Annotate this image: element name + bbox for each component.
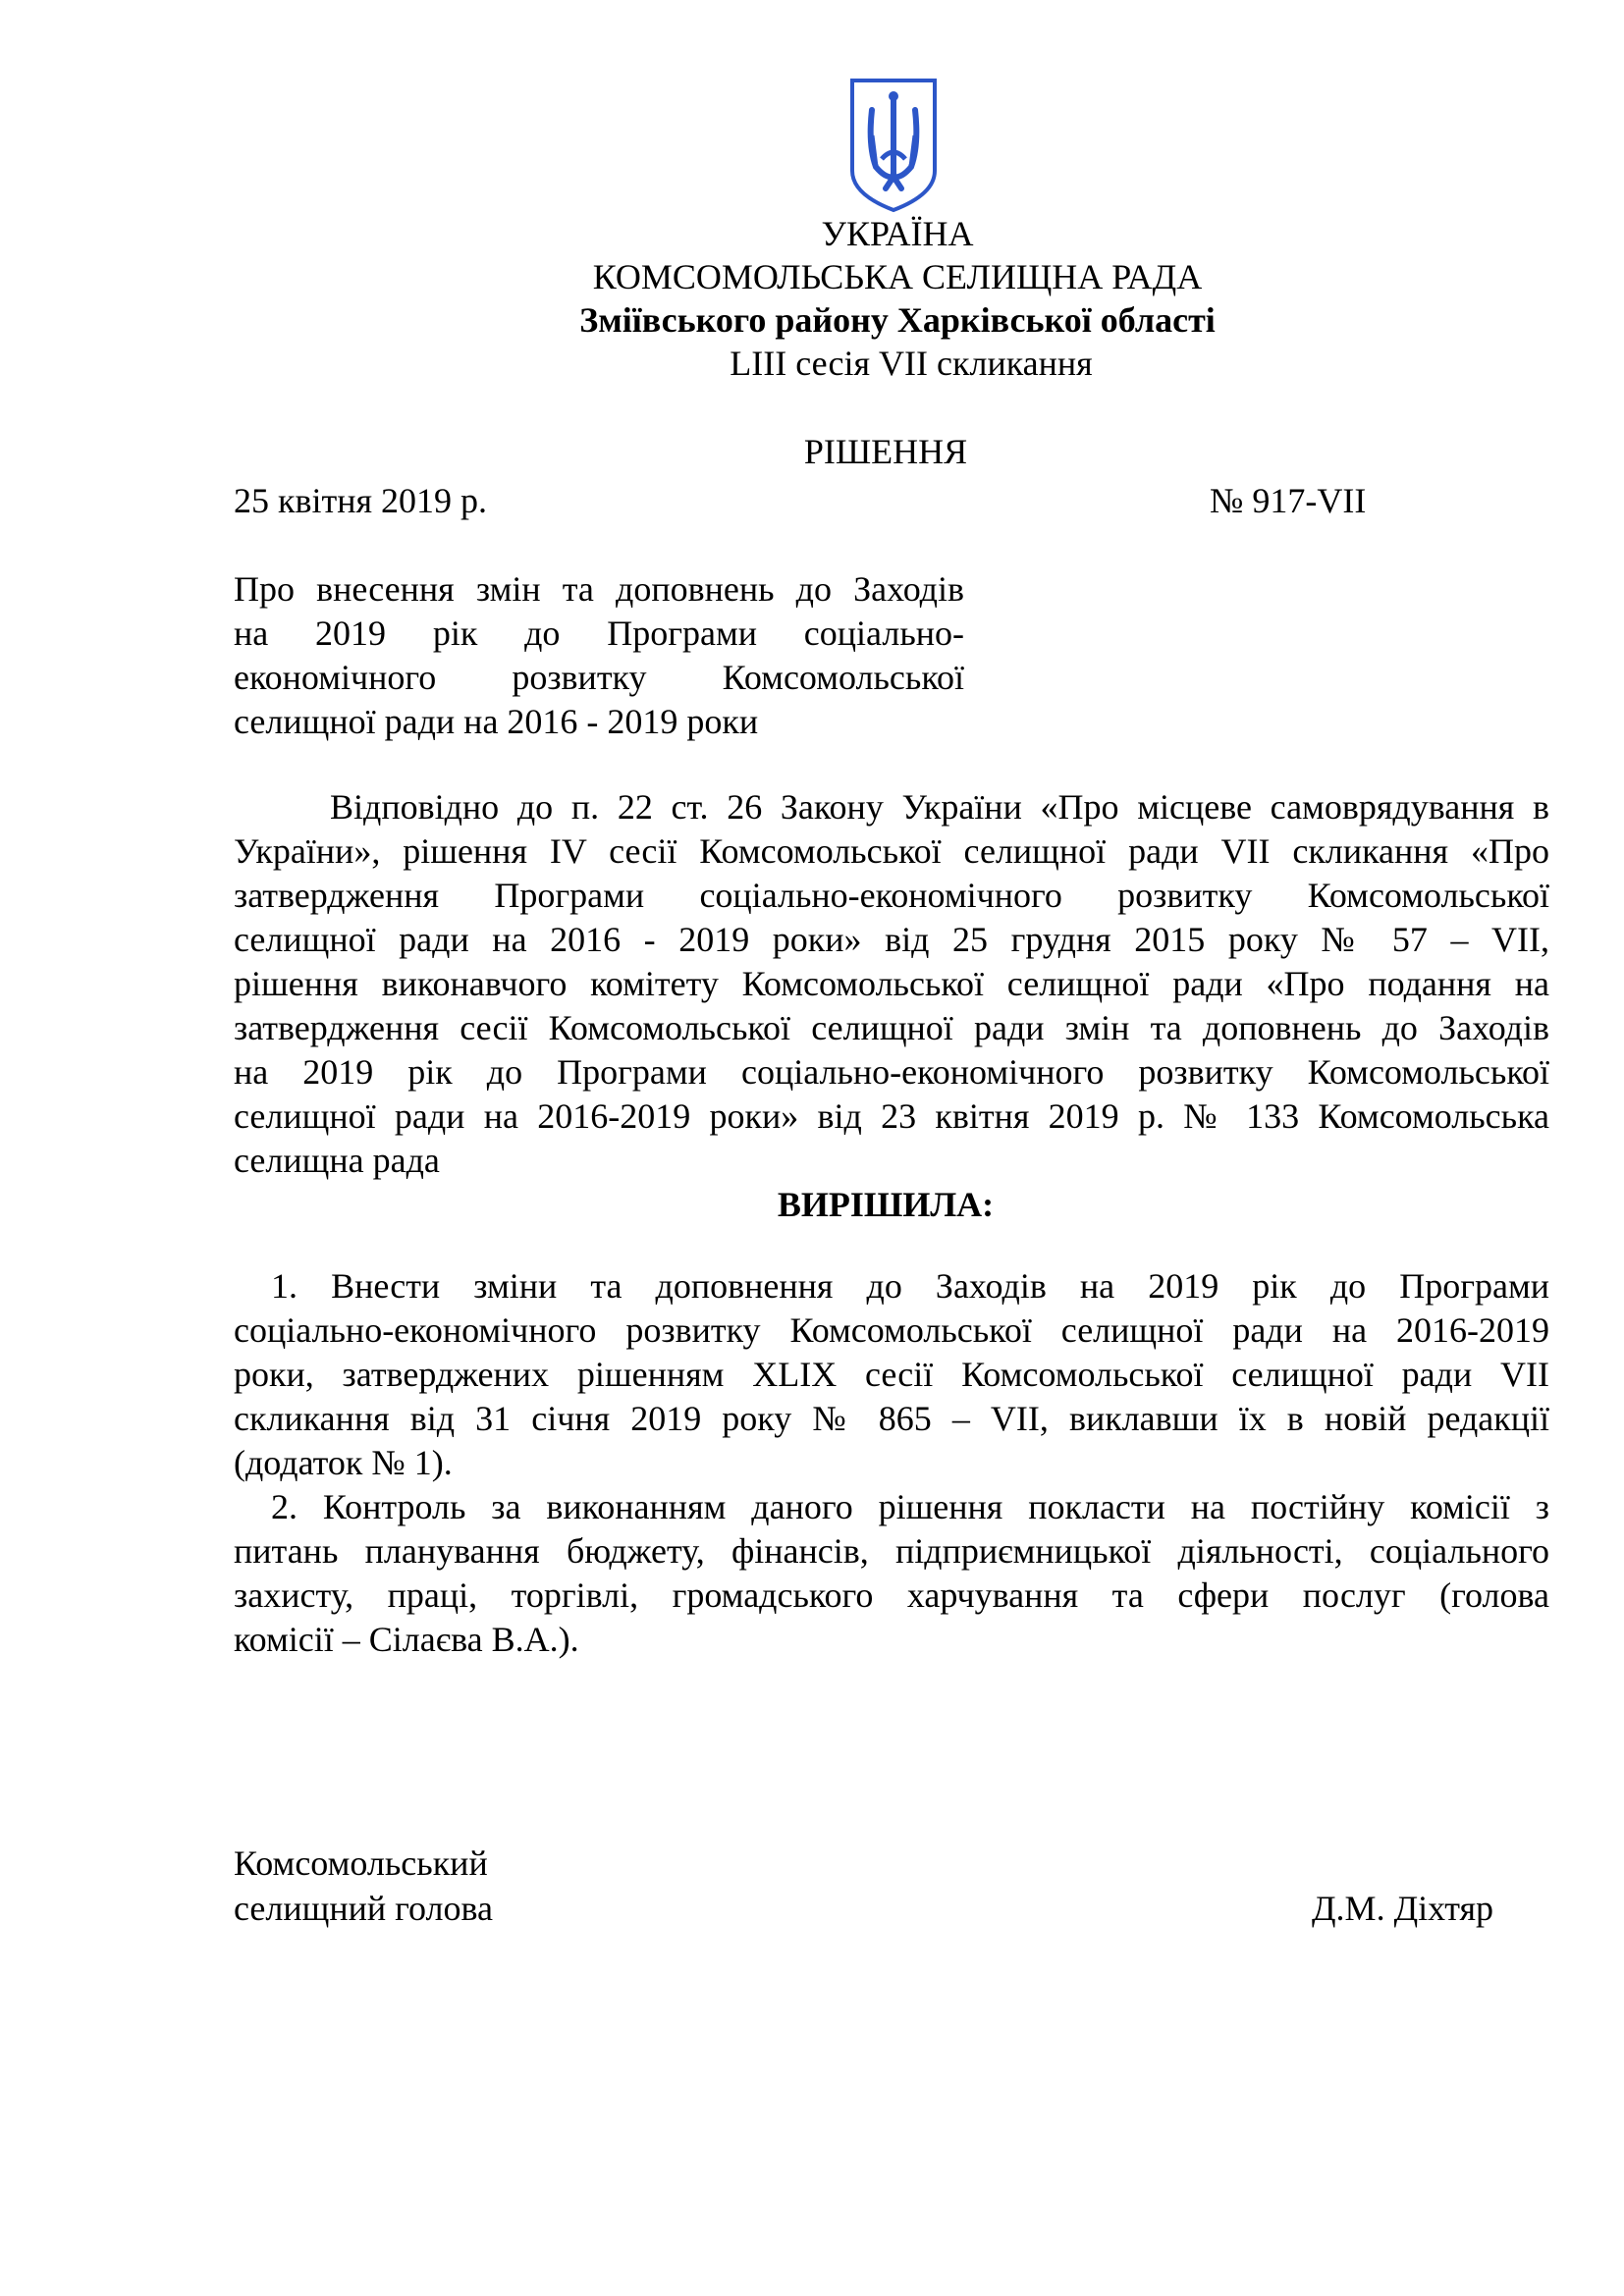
header-district: Зміївського району Харківської області [579,300,1216,340]
preamble-line: затвердження сесії Комсомольської селищної ради змін та доповнень до Заходів [234,1008,1549,1047]
decided-heading: ВИРІШИЛА: [777,1185,995,1224]
preamble-line: затвердження Програми соціально-економічного розвитку Комсомольської [234,876,1549,915]
preamble-line: рішення виконавчого комітету Комсомольської селищної ради «Про подання на [234,964,1549,1003]
signatory-name: Д.М. Діхтяр [1312,1889,1494,1928]
subject-line: економічного розвитку Комсомольської [234,658,964,697]
signature-title-line-1: Комсомольський [234,1843,488,1883]
item-line: соціально-економічного розвитку Комсомольської селищної ради на 2016-2019 [234,1310,1549,1350]
subject-line: селищної ради на 2016 - 2019 роки [234,702,759,741]
preamble-line: селищна рада [234,1141,440,1180]
item-line: 1. Внести зміни та доповнення до Заходів на 2019 рік до Програми [271,1266,1549,1306]
subject-line: на 2019 рік до Програми соціально- [234,614,964,653]
subject-line: Про внесення змін та доповнень до Заходів [234,569,964,609]
document-type-title: РІШЕННЯ [803,432,968,471]
document-number: № 917-VII [1210,481,1367,520]
preamble-line: Відповідно до п. 22 ст. 26 Закону України «Про місцеве самоврядування в [330,787,1549,827]
item-line: комісії – Сілаєва В.А.). [234,1620,579,1659]
item-line: питань планування бюджету, фінансів, підприємницької діяльності, соціального [234,1531,1549,1571]
item-line: 2. Контроль за виконанням даного рішення покласти на постійну комісії з [271,1487,1549,1526]
preamble-line: України», рішення IV сесії Комсомольської селищної ради VII скликання «Про [234,831,1549,871]
item-line: захисту, праці, торгівлі, громадського харчування та сфери послуг (голова [234,1575,1549,1615]
header-country: УКРАЇНА [821,214,974,253]
signature-title-line-2: селищний голова [234,1889,494,1928]
item-line: (додаток № 1). [234,1443,453,1482]
header-council: КОМСОМОЛЬСЬКА СЕЛИЩНА РАДА [592,257,1203,296]
preamble-line: селищної ради на 2016-2019 роки» від 23 квітня 2019 р. № 133 Комсомольська [234,1096,1549,1136]
preamble-line: селищної ради на 2016 - 2019 роки» від 25 грудня 2015 року № 57 – VII, [234,920,1549,959]
item-line: скликання від 31 січня 2019 року № 865 – VII, виклавши їх в новій редакції [234,1399,1549,1438]
document-date: 25 квітня 2019 р. [234,481,488,520]
preamble-line: на 2019 рік до Програми соціально-економічного розвитку Комсомольської [234,1052,1549,1092]
item-line: роки, затверджених рішенням XLIX сесії Комсомольської селищної ради VII [234,1355,1549,1394]
header-session: LIII сесія VII скликання [730,344,1093,383]
coat-of-arms-icon [846,77,941,214]
